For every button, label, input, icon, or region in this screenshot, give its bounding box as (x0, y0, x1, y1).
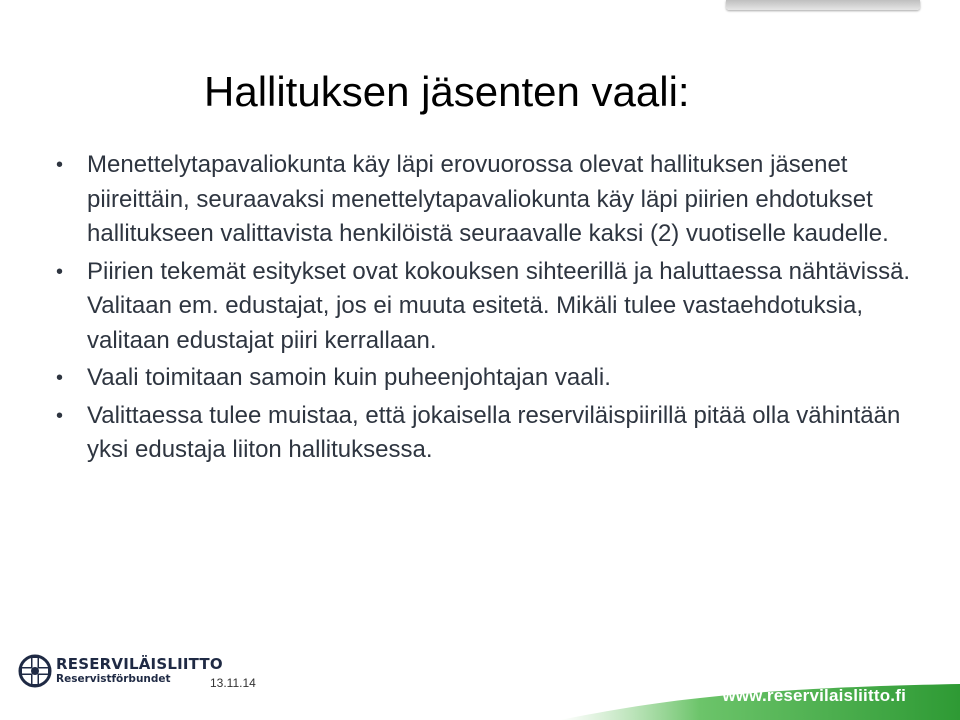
bullet-text: Piirien tekemät esitykset ovat kokouksen sihteerillä ja haluttaessa nähtävissä. Valitaan em. edustajat, jos ei muuta esitetä. Mikäli tulee vastaehdotuksia, valitaan edustajat piiri kerrallaan. (87, 257, 911, 354)
cross-emblem-icon (18, 654, 52, 688)
slide-date: 13.11.14 (210, 676, 256, 690)
logo-text (56, 656, 223, 686)
bullet-marker: • (56, 404, 64, 427)
bullet-list (56, 148, 946, 471)
bullet-marker: • (56, 260, 64, 283)
organization-logo (18, 654, 223, 688)
slide-title: Hallituksen jäsenten vaali: (204, 68, 690, 115)
bullet-marker: • (56, 367, 64, 389)
bullet-text: Valittaessa tulee muistaa, että jokaisella reserviläispiirillä pitää olla vähintään yksi edustaja liiton hallituksessa. (87, 401, 901, 463)
bullet-item (56, 148, 946, 252)
logo-subname: Reservistförbundet (56, 673, 171, 685)
bullet-item (56, 361, 946, 396)
website-link[interactable]: www.reservilaisliitto.fi (722, 686, 906, 705)
bullet-item (56, 399, 946, 468)
bullet-item (56, 255, 946, 359)
bullet-text: Menettelytapavaliokunta käy läpi erovuorossa olevat hallituksen jäsenet piireittäin, seuraavaksi menettelytapavaliokunta käy läpi piirien ehdotukset hallitukseen valittavista henkilöistä seuraavalle kaksi (2) vuotiselle kaudelle. (87, 151, 889, 247)
bullet-marker: • (56, 154, 64, 176)
top-tab-decoration (726, 0, 920, 10)
logo-name: RESERVILÄISLIITTO (56, 655, 223, 673)
bullet-text: Vaali toimitaan samoin kuin puheenjohtajan vaali. (87, 364, 611, 391)
